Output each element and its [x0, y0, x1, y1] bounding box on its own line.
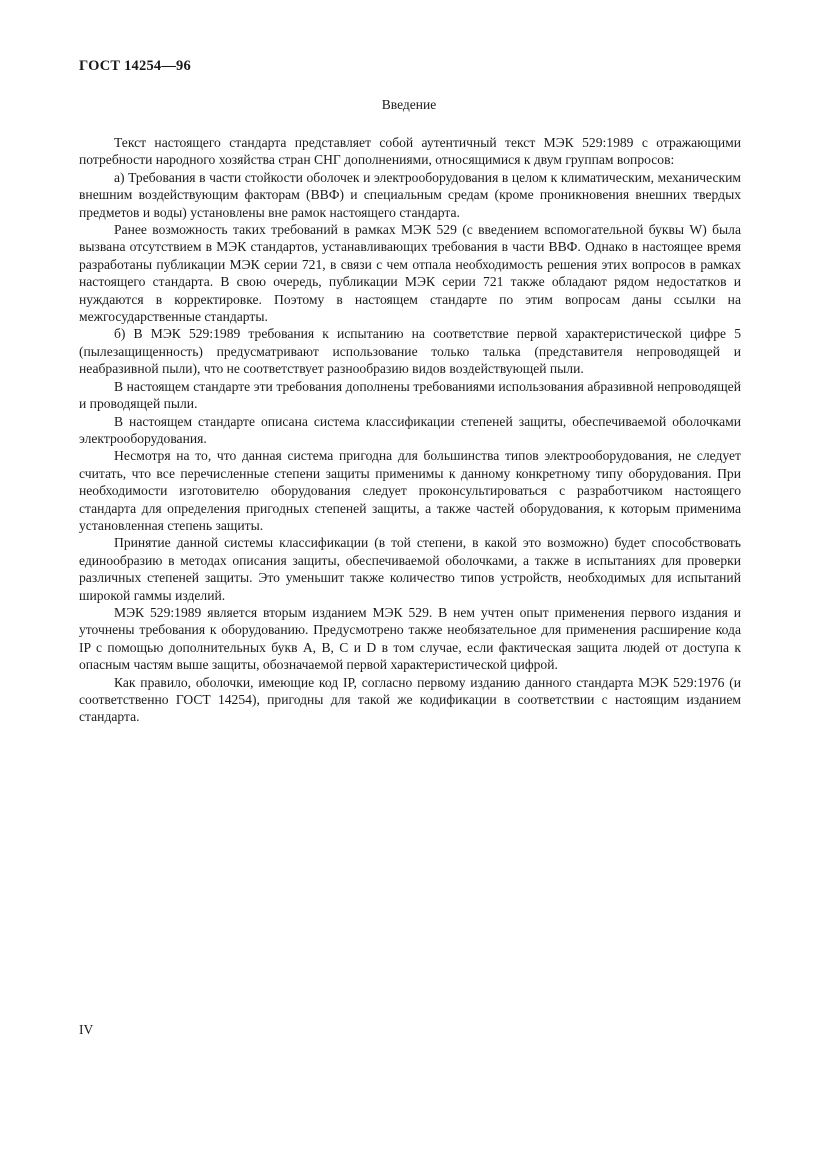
document-code-header: ГОСТ 14254—96 [79, 58, 191, 74]
paragraph: Текст настоящего стандарта представляет собой аутентичный текст МЭК 529:1989 с отражающими потребности народного хозяйства стран СНГ дополнениями, относящимися к двум группам вопросов: [79, 135, 741, 168]
paragraph: Несмотря на то, что данная система пригодна для большинства типов электрооборудования, не следует считать, что все перечисленные степени защиты применимы к данному конкретному типу оборудования. При необходимости изготовителю оборудования следует проконсультироваться с разработчиком настоящего стандарта для определения пригодных степеней защиты, а также частей оборудования, к которым применима установленная степень защиты. [79, 448, 741, 533]
paragraph: а) Требования в части стойкости оболочек и электрооборудования в целом к климатическим, механическим внешним воздействующим факторам (ВВФ) и специальным средам (кроме проникновения внешних твердых предметов и воды) установлены вне рамок настоящего стандарта. [79, 169, 741, 220]
paragraph: В настоящем стандарте эти требования дополнены требованиями использования абразивной непроводящей и проводящей пыли. [79, 378, 741, 412]
page-number: IV [79, 1022, 94, 1037]
paragraph: Ранее возможность таких требований в рамках МЭК 529 (с введением вспомогательной буквы W) была вызвана отсутствием в МЭК стандартов, устанавливающих требования в части ВВФ. Однако в настоящее время разработаны публикации МЭК серии 721, в связи с чем отпала необходимость решения этих вопросов в рамках настоящего стандарта. В свою очередь, публикации МЭК серии 721 также обладают рядом недостатков и нуждаются в корректировке. Поэтому в настоящем стандарте по этим вопросам даны ссылки на межгосударственные стандарты. [79, 222, 741, 325]
paragraph: Как правило, оболочки, имеющие код IP, согласно первому изданию данного стандарта МЭК 529:1976 (и соответственно ГОСТ 14254), пригодны для такой же кодификации в соответствии с настоящим изданием стандарта. [79, 674, 741, 725]
document-body [79, 134, 741, 726]
paragraph: МЭК 529:1989 является вторым изданием МЭК 529. В нем учтен опыт применения первого издания и уточнены требования к оборудованию. Предусмотрено также необязательное для применения расширение кода IP с помощью дополнительных букв A, B, C и D в том случае, если фактическая защита людей от доступа к опасным частям выше защиты, обозначаемой первой характеристической цифрой. [79, 604, 741, 673]
paragraph: б) В МЭК 529:1989 требования к испытанию на соответствие первой характеристической цифре 5 (пылезащищенность) предусматривают использование только талька (представителя непроводящей и неабразивной пыли), что не соответствует разнообразию видов воздействующей пыли. [79, 326, 741, 377]
paragraph: Принятие данной системы классификации (в той степени, в какой это возможно) будет способствовать единообразию в методах описания защиты, обеспечиваемой оболочками, а также в испытаниях для проверки различных степеней защиты. Это уменьшит также количество типов устройств, необходимых для испытаний широкой гаммы изделий. [79, 535, 741, 603]
paragraph: В настоящем стандарте описана система классификации степеней защиты, обеспечиваемой оболочками электрооборудования. [79, 413, 741, 446]
section-title: Введение [381, 97, 437, 112]
